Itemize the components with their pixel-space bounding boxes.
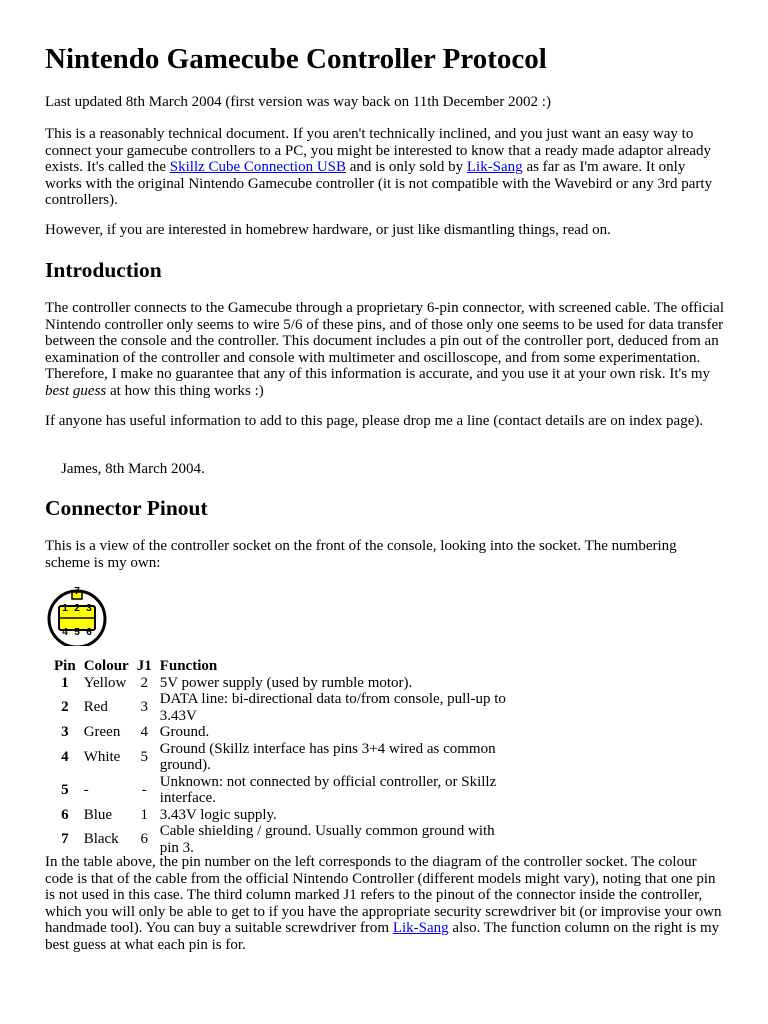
cell-function: Unknown: not connected by official controller, or Skillz interface. xyxy=(159,773,497,806)
table-row xyxy=(50,774,516,807)
cell-colour: Blue xyxy=(83,806,113,823)
table-row xyxy=(50,823,516,856)
pin-table-header-row xyxy=(50,658,516,675)
table-row xyxy=(50,675,516,692)
introduction-text-1: The controller connects to the Gamecube through a proprietary 6-pin connector, with screened cable. The official Nintendo controller only seems to wire 5/6 of these pins, and of those only one seems to be used for data transfer between the console and the controller. This document includes a pin out of the controller port, deduced from an examination of the controller and console with multimeter and oscilloscope, and from some experimentation. Therefore, I make no guarantee that any of this information is accurate, and you use it at your own risk. It's my xyxy=(45,300,724,382)
cell-pin: 2 xyxy=(61,699,69,716)
skillz-cube-link[interactable]: Skillz Cube Connection USB xyxy=(169,159,347,175)
table-explanation-text-1: In the table above, the pin number on the left corresponds to the diagram of the controller socket. The colour code is that of the cable from the official Nintendo Controller (different models might vary), noting that one pin is not used in this case. The third column marked J1 refers to the pinout of the connector inside the controller, which you will only be able to get to if you have the appropriate security screwdriver bit (or improvise your own handmade tool). You can buy a suitable screwdriver from xyxy=(45,854,722,936)
diagram-label-6: 6 xyxy=(86,627,92,638)
cell-pin: 3 xyxy=(61,724,69,740)
header-colour: Colour xyxy=(83,658,129,674)
cell-colour: Black xyxy=(83,831,119,848)
pin-table xyxy=(50,658,516,856)
cell-pin: 1 xyxy=(61,674,69,691)
cell-j1: 3 xyxy=(140,699,148,716)
best-guess-emphasis: best guess xyxy=(45,382,107,399)
cell-j1: 6 xyxy=(140,831,148,848)
introduction-text-2: at how this thing works :) xyxy=(106,382,264,399)
cell-colour: Red xyxy=(83,699,108,716)
cell-colour: - xyxy=(83,781,89,798)
diagram-label-7: 7 xyxy=(74,586,80,597)
cell-j1: 4 xyxy=(140,724,148,740)
table-row xyxy=(50,724,516,741)
connector-pinout-heading: Connector Pinout xyxy=(45,496,208,520)
table-row xyxy=(50,741,516,774)
connector-paragraph: This is a view of the controller socket on the front of the console, looking into the socket. The numbering scheme is my own: xyxy=(45,538,677,571)
table-explanation-text-2: also. The function column on the right is my best guess at what each pin is for. xyxy=(45,920,720,953)
diagram-label-1: 1 xyxy=(62,603,68,614)
header-function: Function xyxy=(159,658,218,674)
cell-colour: White xyxy=(83,748,121,765)
however-paragraph: However, if you are interested in homebrew hardware, or just like dismantling things, read on. xyxy=(45,222,611,238)
connector-socket-diagram xyxy=(45,584,111,646)
cell-function: Cable shielding / ground. Usually common ground with pin 3. xyxy=(159,823,495,856)
diagram-label-3: 3 xyxy=(86,603,92,614)
cell-colour: Yellow xyxy=(83,674,127,691)
cell-j1: 5 xyxy=(140,748,148,765)
cell-j1: 2 xyxy=(140,674,148,691)
table-row xyxy=(50,691,516,724)
lik-sang-link-2[interactable]: Lik-Sang xyxy=(392,920,449,936)
introduction-paragraph xyxy=(45,300,725,399)
cell-pin: 4 xyxy=(61,748,69,765)
last-updated: Last updated 8th March 2004 (first version was way back on 11th December 2002 :) xyxy=(45,94,551,110)
table-explanation-paragraph xyxy=(45,854,725,953)
cell-pin: 6 xyxy=(61,806,69,823)
cell-pin: 5 xyxy=(61,781,69,798)
diagram-label-5: 5 xyxy=(74,627,80,638)
diagram-label-2: 2 xyxy=(74,603,80,614)
intro-paragraph xyxy=(45,126,725,209)
cell-pin: 7 xyxy=(61,831,69,848)
cell-function: DATA line: bi-directional data to/from console, pull-up to 3.43V xyxy=(159,691,506,724)
cell-function: 3.43V logic supply. xyxy=(159,806,277,823)
header-pin: Pin xyxy=(54,658,76,674)
introduction-heading: Introduction xyxy=(45,258,162,282)
diagram-label-4: 4 xyxy=(62,627,68,638)
cell-function: Ground. xyxy=(159,724,210,740)
cell-j1: 1 xyxy=(140,806,148,823)
header-j1: J1 xyxy=(136,658,152,674)
page-title: Nintendo Gamecube Controller Protocol xyxy=(45,43,547,75)
cell-j1: - xyxy=(141,781,147,798)
cell-colour: Green xyxy=(83,724,121,740)
contact-paragraph: If anyone has useful information to add to this page, please drop me a line (contact details are on index page). xyxy=(45,413,704,429)
lik-sang-link[interactable]: Lik-Sang xyxy=(466,159,523,175)
signature: James, 8th March 2004. xyxy=(61,461,205,477)
intro-text-2: and is only sold by xyxy=(346,159,467,175)
intro-text-3: as far as I'm aware. It only works with the original Nintendo Gamecube controller (it is not compatible with the Wavebird or any 3rd party controllers). xyxy=(45,159,713,208)
table-row xyxy=(50,807,516,824)
intro-text-1: This is a reasonably technical document. If you aren't technically inclined, and you just want an easy way to connect your gamecube controllers to a PC, you might be interested to know that a ready made adaptor already exists. It's called the xyxy=(45,126,712,175)
cell-function: Ground (Skillz interface has pins 3+4 wired as common ground). xyxy=(159,740,496,773)
cell-function: 5V power supply (used by rumble motor). xyxy=(159,674,413,691)
